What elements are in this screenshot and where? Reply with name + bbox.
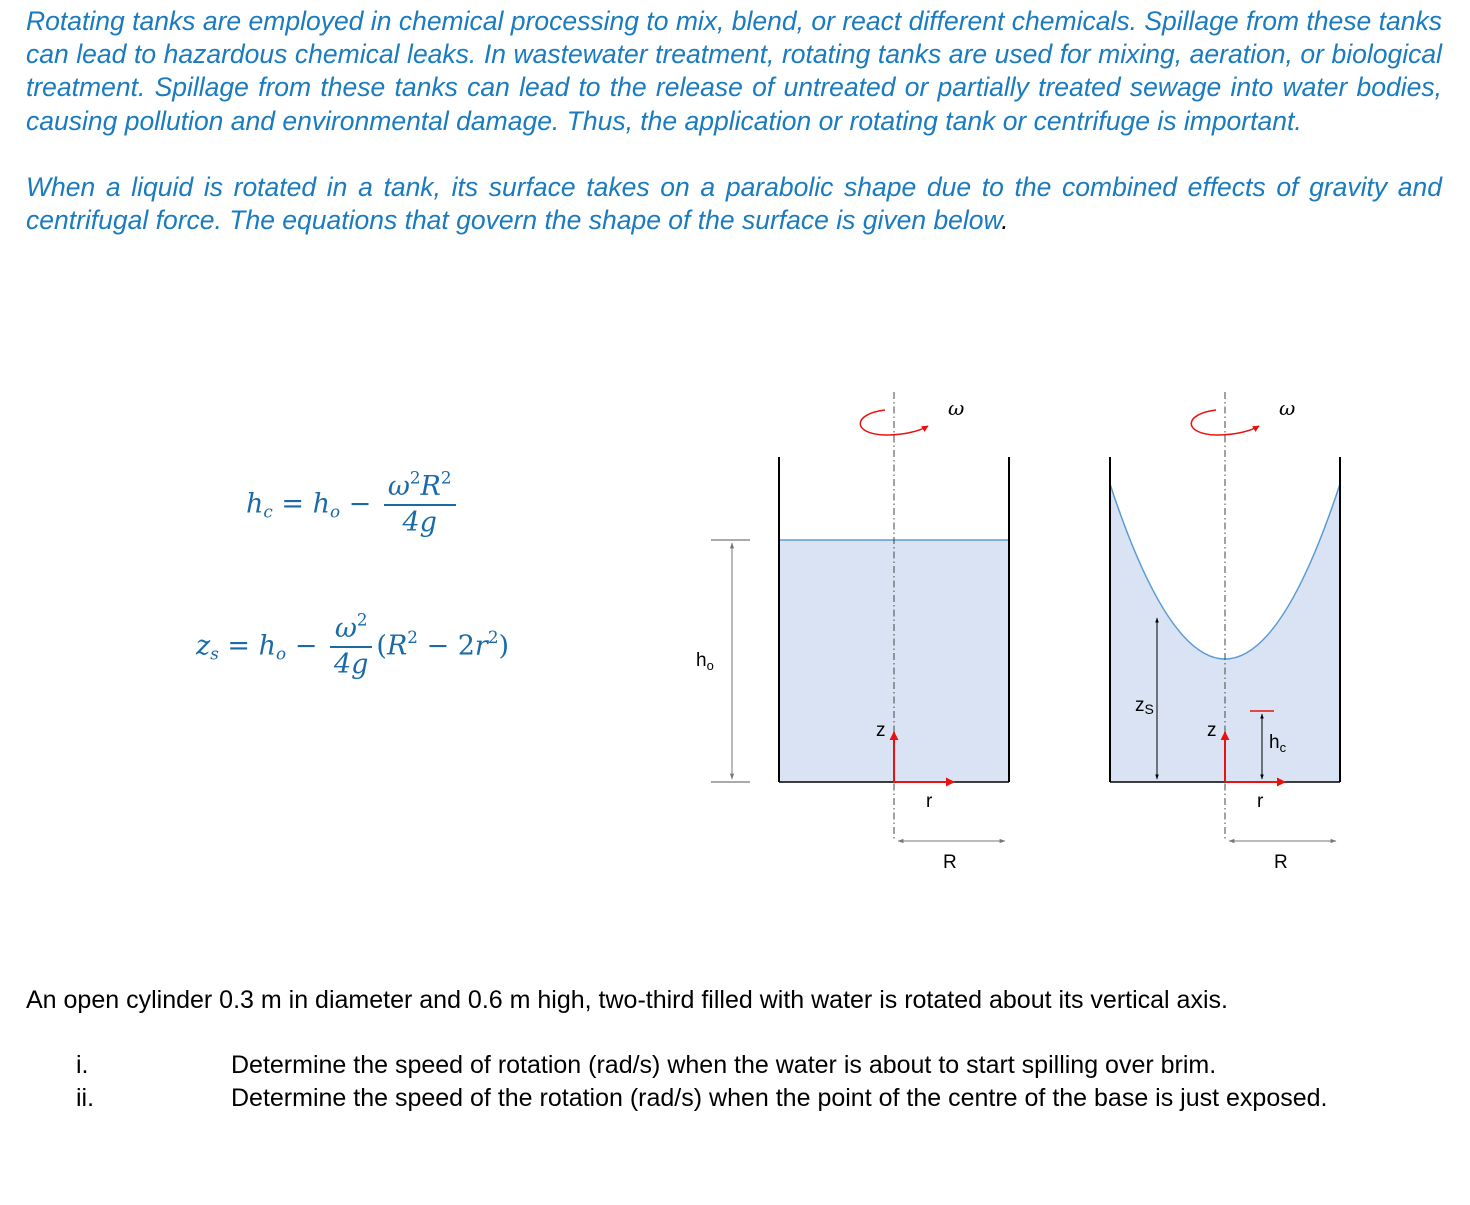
eq2-minus: − bbox=[294, 630, 318, 662]
question-item bbox=[26, 1049, 1456, 1082]
eq1-omega-sup: 2 bbox=[409, 467, 421, 488]
problem-statement: An open cylinder 0.3 m in diameter and 0.6 m high, two-third filled with water is rotated about its vertical axis. bbox=[26, 986, 1228, 1014]
question-number: ii. bbox=[76, 1084, 95, 1112]
question-item bbox=[26, 1082, 1456, 1115]
equation-hc bbox=[246, 467, 460, 540]
eq2-omega-sup: 2 bbox=[356, 609, 368, 630]
intro-paragraph-1: Rotating tanks are employed in chemical processing to mix, blend, or react different chemicals. Spillage from these tanks can lead to hazardous chemical leaks. In wastewater treatment, rotating tanks are used for mixing, aeration, or biological treatment. Spillage from these tanks can lead to the release of untreated or partially treated sewage into water bodies, causing pollution and environmental damage. Thus, the application or rotating tank or centrifuge is important. bbox=[26, 6, 1442, 136]
ho-label bbox=[696, 650, 714, 673]
left-R-label: R bbox=[943, 852, 957, 873]
eq1-R-sup: 2 bbox=[440, 467, 452, 488]
eq2-h-sub: o bbox=[276, 643, 287, 664]
eq2-h: h bbox=[258, 630, 277, 662]
right-omega-label: ω bbox=[1279, 396, 1296, 420]
eq2-equals: = bbox=[227, 630, 251, 662]
eq1-R: R bbox=[420, 471, 441, 502]
eq2-R: R bbox=[386, 630, 408, 662]
eq1-equals: = bbox=[281, 488, 304, 520]
eq2-coef: 2 bbox=[457, 630, 475, 662]
question-text: Determine the speed of the rotation (rad/s) when the point of the centre of the base is just exposed. bbox=[231, 1084, 1328, 1112]
eq2-inner-minus: − bbox=[417, 630, 458, 662]
eq2-r-sup: 2 bbox=[487, 626, 499, 647]
eq1-denominator: 4g bbox=[402, 507, 437, 538]
eq2-denominator: 4g bbox=[333, 649, 369, 680]
eq2-R-sup: 2 bbox=[407, 626, 418, 647]
zs-label-sub: S bbox=[1144, 701, 1154, 717]
eq1-lhs-sub: c bbox=[263, 501, 273, 522]
eq1-h-sub: o bbox=[329, 501, 341, 522]
eq2-paren-open: ( bbox=[376, 630, 387, 662]
right-r-label: r bbox=[1257, 791, 1264, 812]
eq2-r: r bbox=[474, 630, 488, 662]
zs-label-main: z bbox=[1135, 695, 1145, 716]
eq2-lhs-sub: s bbox=[210, 643, 219, 664]
eq1-h: h bbox=[312, 488, 330, 520]
eq1-omega: ω bbox=[387, 471, 410, 502]
left-r-label: r bbox=[926, 791, 933, 812]
left-omega-label: ω bbox=[948, 396, 965, 420]
tank-rotating bbox=[1110, 392, 1340, 873]
eq2-fraction bbox=[330, 609, 372, 682]
rotating-tank-diagram bbox=[680, 380, 1380, 890]
question-text: Determine the speed of rotation (rad/s) when the water is about to start spilling over brim. bbox=[231, 1051, 1217, 1079]
eq1-fraction bbox=[384, 467, 456, 540]
eq1-minus: − bbox=[348, 488, 372, 520]
hc-label-sub: c bbox=[1279, 740, 1287, 755]
right-R-label: R bbox=[1274, 852, 1288, 873]
eq1-numerator bbox=[384, 467, 456, 506]
eq2-lhs: z bbox=[196, 630, 211, 662]
eq2-paren-close: ) bbox=[498, 630, 510, 662]
eq1-lhs: h bbox=[246, 488, 264, 520]
question-number: i. bbox=[76, 1051, 89, 1079]
left-z-label: z bbox=[876, 720, 886, 741]
intro-text bbox=[26, 5, 1442, 237]
ho-label-sub: o bbox=[706, 658, 714, 673]
tank-at-rest bbox=[696, 392, 1009, 873]
right-z-label: z bbox=[1207, 720, 1217, 741]
eq2-numerator bbox=[330, 609, 372, 648]
equation-zs bbox=[196, 609, 510, 682]
intro-paragraph-2-period: . bbox=[1001, 205, 1009, 236]
intro-paragraph-2-text: When a liquid is rotated in a tank, its surface takes on a parabolic shape due to the combined effects of gravity and centrifugal force. The equations that govern the shape of the surface is given below bbox=[26, 171, 1442, 236]
ho-label-main: h bbox=[696, 650, 707, 671]
eq2-omega: ω bbox=[334, 613, 357, 644]
intro-paragraph-2 bbox=[26, 171, 1442, 237]
problem-section bbox=[26, 984, 1456, 1115]
hc-label-main: h bbox=[1269, 732, 1280, 753]
